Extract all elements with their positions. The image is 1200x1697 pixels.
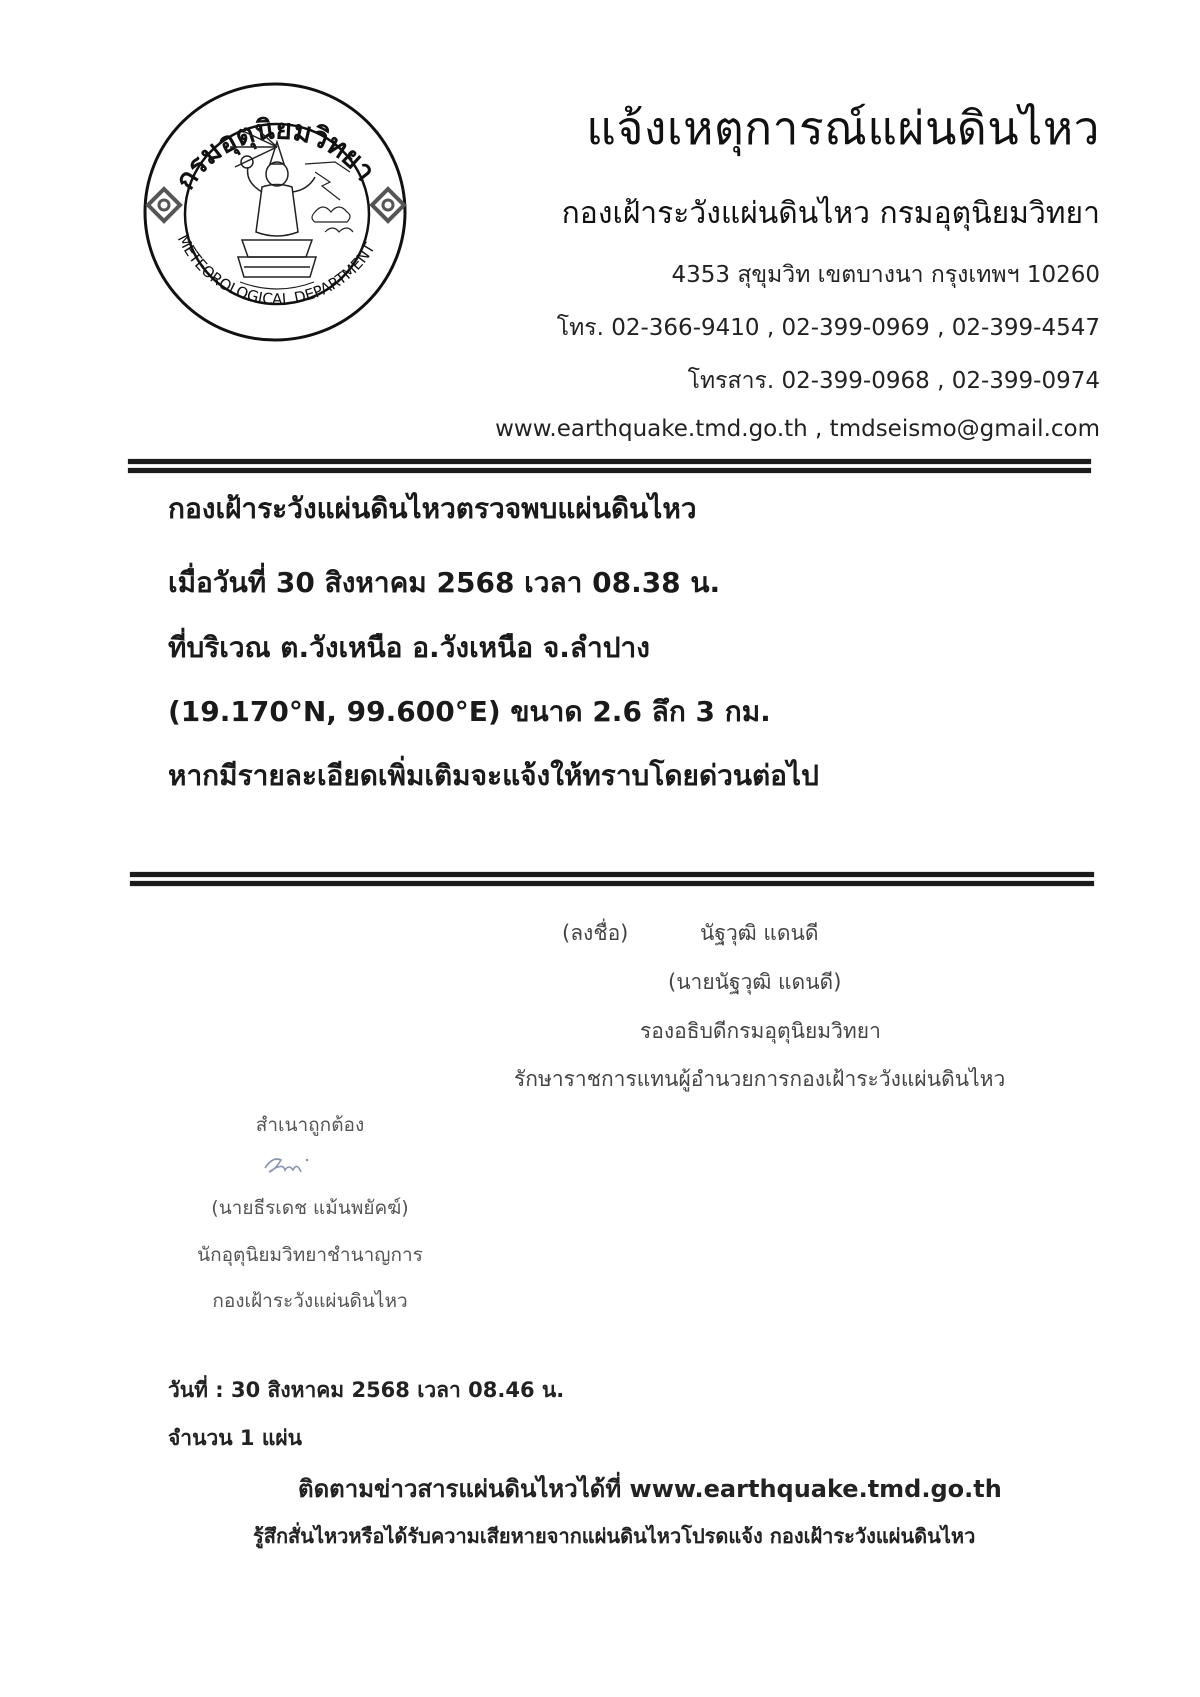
divider-top-2 <box>128 468 1091 473</box>
certified-copy-label: สำเนาถูกต้อง <box>255 1114 365 1136</box>
divider-bottom-1 <box>130 872 1094 877</box>
ornament-right-icon <box>372 189 404 221</box>
ornament-left-icon <box>148 189 180 221</box>
department-name: กองเฝ้าระวังแผ่นดินไหว กรมอุตุนิยมวิทยา <box>561 196 1100 231</box>
signature-name: นัฐวุฒิ แดนดี <box>700 921 819 945</box>
report-followup-line: หากมีรายละเอียดเพิ่มเติมจะแจ้งให้ทราบโดยด่วนต่อไป <box>168 759 819 792</box>
signatory-position: รองอธิบดีกรมอุตุนิยมวิทยา <box>640 1019 881 1043</box>
report-damage-line: รู้สึกสั่นไหวหรือได้รับความเสียหายจากแผ่นดินไหวโปรดแจ้ง กองเฝ้าระวังแผ่นดินไหว <box>253 1524 976 1548</box>
certifier-division: กองเฝ้าระวังแผ่นดินไหว <box>212 1290 408 1312</box>
issue-date: วันที่ : 30 สิงหาคม 2568 เวลา 08.46 น. <box>168 1378 565 1402</box>
report-datetime-line: เมื่อวันที่ 30 สิงหาคม 2568 เวลา 08.38 น. <box>168 566 721 599</box>
page-count: จำนวน 1 แผ่น <box>168 1426 303 1450</box>
certifier-signature-icon <box>255 1150 315 1180</box>
report-coordinates-magnitude-line: (19.170°N, 99.600°E) ขนาด 2.6 ลึก 3 กม. <box>168 695 771 728</box>
logo-thai-text: กรมอุตุนิยมวิทยา <box>168 112 383 196</box>
follow-news-line[interactable]: ติดตามข่าวสารแผ่นดินไหวได้ที่ www.earthquake.tmd.go.th <box>298 1475 1002 1503</box>
address: 4353 สุขุมวิท เขตบางนา กรุงเทพฯ 10260 <box>671 262 1100 288</box>
signatory-acting-role: รักษาราชการแทนผู้อำนวยการกองเฝ้าระวังแผ่นดินไหว <box>514 1067 1006 1091</box>
report-detection-line: กองเฝ้าระวังแผ่นดินไหวตรวจพบแผ่นดินไหว <box>168 492 697 525</box>
fax-numbers: โทรสาร. 02-399-0968 , 02-399-0974 <box>687 368 1100 394</box>
divider-bottom-2 <box>130 881 1094 886</box>
signatory-full-name: (นายนัฐวุฒิ แดนดี) <box>668 970 842 994</box>
telephone-numbers: โทร. 02-366-9410 , 02-399-0969 , 02-399-4547 <box>556 315 1100 341</box>
document-title: แจ้งเหตุการณ์แผ่นดินไหว <box>586 101 1100 155</box>
certifier-position: นักอุตุนิยมวิทยาชำนาญการ <box>197 1244 423 1266</box>
report-location-line: ที่บริเวณ ต.วังเหนือ อ.วังเหนือ จ.ลำปาง <box>168 631 650 664</box>
divider-top-1 <box>128 459 1091 464</box>
certifier-name: (นายธีรเดช แม้นพยัคฆ์) <box>211 1197 409 1219</box>
meteorological-department-seal-logo <box>130 72 420 342</box>
website-email[interactable]: www.earthquake.tmd.go.th , tmdseismo@gmail.com <box>495 416 1100 442</box>
logo-english-text: METEOROLOGICAL DEPARTMENT <box>173 231 379 309</box>
signed-label: (ลงชื่อ) <box>562 921 629 945</box>
